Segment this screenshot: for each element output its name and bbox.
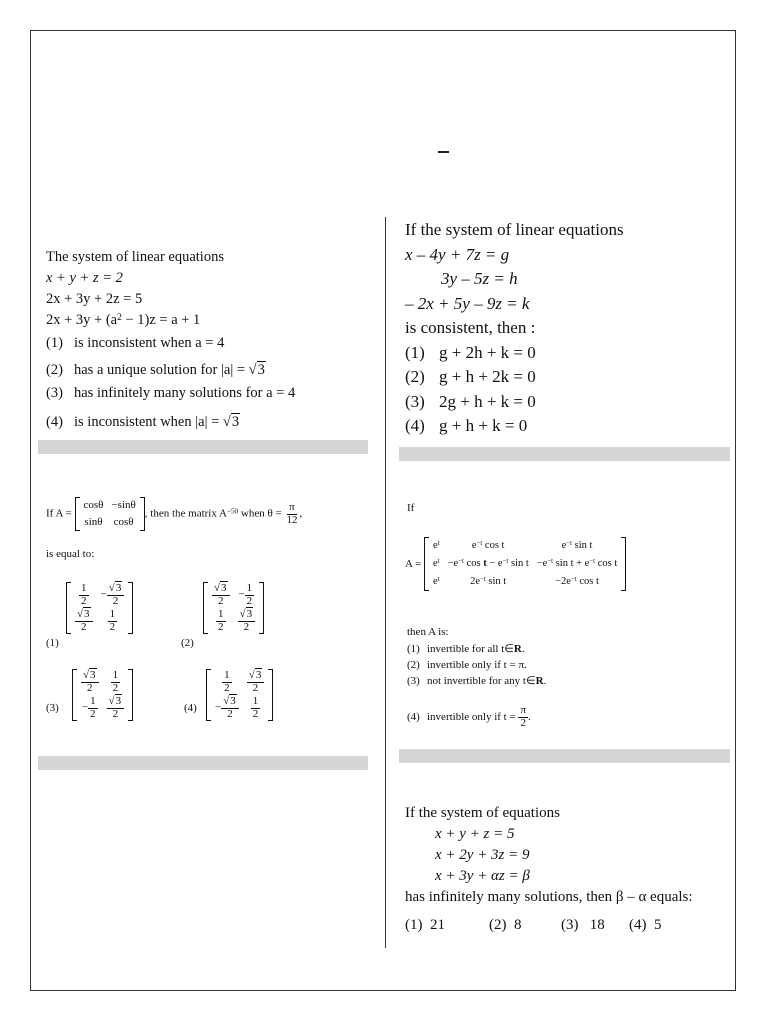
column-divider	[385, 217, 386, 948]
q5-option-1[interactable]: (1) 21	[405, 917, 445, 933]
q5-option-2[interactable]: (2) 8	[489, 917, 522, 933]
q3-option-1-matrix[interactable]: $\frac{1}{2}$ − $\frac{√3}{2}$ $\frac{√3}{2}$ $\frac{1}{2}$	[66, 582, 133, 634]
q2-option-1[interactable]: (1) g + 2h + k = 0	[405, 342, 536, 362]
question-5	[405, 803, 693, 936]
question-3	[46, 497, 366, 747]
q5-option-4[interactable]: (4) 5	[629, 917, 662, 933]
q4-matrix-a: $e^t$ $e^{-t}$ cos t $e^{-t}$ sin t $e^t$ $-e^{-t}$ $\cos t - e^{-t}$ sin t $-e^{-t}$ $\sin t + e^{-t}$ cos t $e^t$ $2e^{-t}$ sin t $-2e^{-t}$ cos t	[424, 537, 626, 591]
q4-option-3[interactable]: (3) not invertible for any t∈R.	[407, 675, 547, 687]
q2-intro: If the system of linear equations	[405, 220, 624, 239]
q2-option-3[interactable]: (3) 2g + h + k = 0	[405, 391, 536, 411]
separator-bar-right-2	[399, 749, 730, 763]
q4-option-4[interactable]: (4) invertible only if t = $\frac{\pi}{2}$ .	[407, 704, 531, 729]
separator-bar-left-1	[38, 440, 368, 454]
q2-eq3: – 2x + 5y – 9z = k	[405, 293, 530, 313]
q4-option-1[interactable]: (1) invertible for all t∈R.	[407, 643, 525, 655]
q3-matrix-a: cosθ −sinθ sinθ cosθ	[75, 497, 145, 531]
q5-stem: has infinitely many solutions, then β – α equals:	[405, 889, 693, 905]
q2-eq2: 3y – 5z = h	[441, 269, 518, 288]
q3-option-4-matrix[interactable]: $\frac{1}{2}$ $\frac{√3}{2}$ − $\frac{√3}{2}$ $\frac{1}{2}$	[206, 669, 273, 721]
question-2	[405, 218, 624, 439]
q4-matrix-row: A = $e^t$ $e^{-t}$ cos t $e^{-t}$ sin t $e^t$ $-e^{-t}$ $\cos t - e^{-t}$ sin t $-e^{-t}$ $\sin t + e^{-t}$ cos t $e^t$ $2e^{-t}$ sin t $-2e^{-t}$ cos t	[405, 537, 626, 591]
question-1	[46, 247, 295, 433]
q3-option-1-label[interactable]: (1)	[46, 637, 59, 649]
q3-stem: If A = cosθ −sinθ sinθ cosθ , then the matrix $A^{-50}$ when θ = $\frac{\pi}{12}$ ,	[46, 497, 302, 531]
q1-intro: The system of linear equations	[46, 249, 224, 265]
separator-bar-right-1	[399, 447, 730, 461]
q4-then: then A is:	[407, 626, 449, 638]
q1-option-4[interactable]: (4) is inconsistent when |a| = √3	[46, 414, 240, 430]
q3-option-4-label[interactable]: (4)	[184, 702, 197, 714]
q1-option-2[interactable]: (2) has a unique solution for |a| = √3	[46, 362, 265, 378]
q3-option-2-label[interactable]: (2)	[181, 637, 194, 649]
q5-eq2: x + 2y + 3z = 9	[435, 847, 530, 863]
q5-option-3[interactable]: (3) 18	[561, 917, 605, 933]
q1-option-1[interactable]: (1) is inconsistent when a = 4	[46, 335, 225, 351]
q2-eq1: x – 4y + 7z = g	[405, 244, 510, 264]
header-dash	[438, 151, 449, 153]
q2-stem: is consistent, then :	[405, 318, 536, 337]
separator-bar-left-2	[38, 756, 368, 770]
q4-option-2[interactable]: (2) invertible only if t = π.	[407, 659, 527, 671]
q1-option-3[interactable]: (3) has infinitely many solutions for a = 4	[46, 385, 296, 401]
q1-eq3: $2x + 3y + (a^2 - 1)z = a + 1$	[46, 312, 201, 328]
q5-options	[405, 915, 693, 936]
q5-intro: If the system of equations	[405, 805, 560, 821]
q3-option-2-matrix[interactable]: $\frac{√3}{2}$ − $\frac{1}{2}$ $\frac{1}{2}$ $\frac{√3}{2}$	[203, 582, 264, 634]
q5-eq1: x + y + z = 5	[435, 826, 515, 842]
q1-eq2: 2x + 3y + 2z = 5	[46, 291, 143, 307]
q5-eq3: x + 3y + αz = β	[435, 868, 530, 884]
q2-option-2[interactable]: (2) g + h + 2k = 0	[405, 367, 536, 386]
q3-option-3-label[interactable]: (3)	[46, 702, 59, 714]
q4-if: If	[407, 502, 415, 514]
question-4	[405, 500, 725, 740]
q1-eq1: x + y + z = 2	[46, 270, 123, 286]
q3-equal: is equal to:	[46, 548, 95, 560]
q2-option-4[interactable]: (4) g + h + k = 0	[405, 416, 528, 435]
q3-option-3-matrix[interactable]: $\frac{√3}{2}$ $\frac{1}{2}$ − $\frac{1}{2}$ $\frac{√3}{2}$	[72, 669, 133, 721]
